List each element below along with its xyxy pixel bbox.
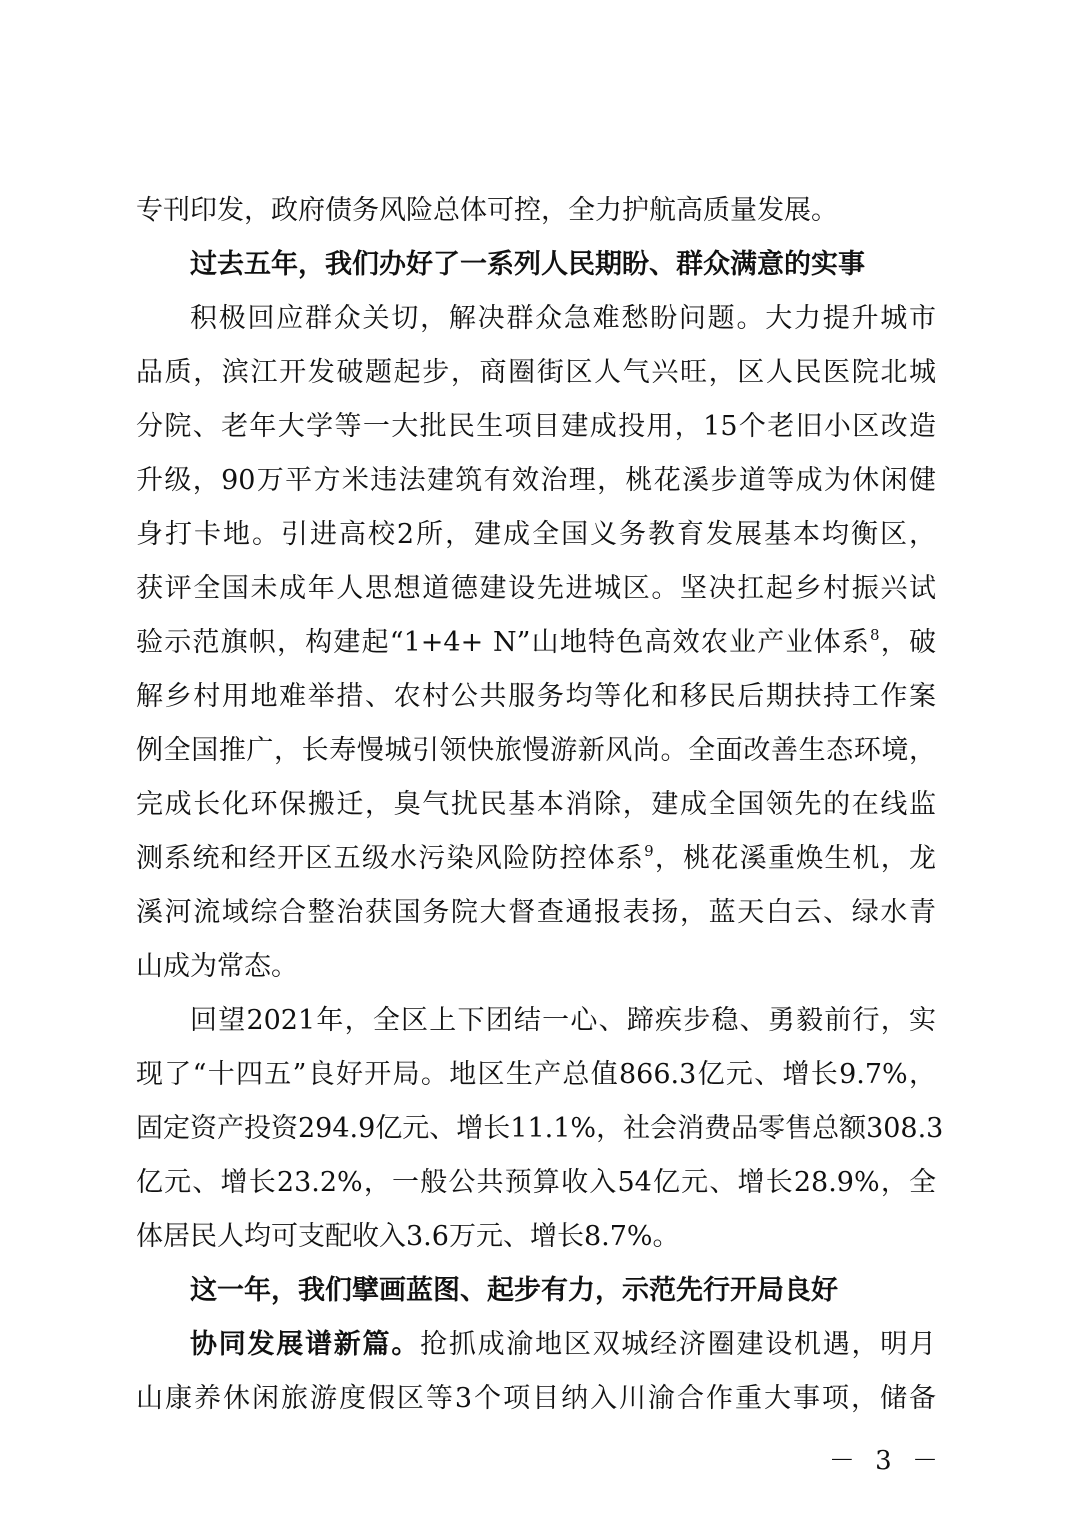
text-line: 积极回应群众关切，解决群众急难愁盼问题。大力提升城市 bbox=[190, 303, 936, 334]
body-text bbox=[136, 184, 944, 1426]
text-line: 获评全国未成年人思想道德建设先进城区。坚决扛起乡村振兴试 bbox=[136, 573, 936, 604]
text-line: 例全国推广，长寿慢城引领快旅慢游新风尚。全面改善生态环境， bbox=[136, 735, 936, 766]
text-line: 专刊印发，政府债务风险总体可控，全力护航高质量发展。 bbox=[136, 195, 838, 226]
text-line: 亿元、增长23.2%，一般公共预算收入54亿元、增长28.9%，全 bbox=[136, 1167, 936, 1198]
text-line: 完成长化环保搬迁，臭气扰民基本消除，建成全国领先的在线监 bbox=[136, 789, 936, 820]
text-line: 升级，90万平方米违法建筑有效治理，桃花溪步道等成为休闲健 bbox=[136, 465, 936, 496]
text-line: 溪河流域综合整治获国务院大督查通报表扬，蓝天白云、绿水青 bbox=[136, 897, 936, 928]
text-line bbox=[136, 832, 936, 886]
text-segment: ，破 bbox=[879, 627, 936, 658]
text-line: 回望2021年，全区上下团结一心、蹄疾步稳、勇毅前行，实 bbox=[190, 1005, 936, 1036]
text-line: 分院、老年大学等一大批民生项目建成投用，15个老旧小区改造 bbox=[136, 411, 936, 442]
section-heading: 这一年，我们擘画蓝图、起步有力，示范先行开局良好 bbox=[190, 1275, 838, 1306]
text-segment: ，桃花溪重焕生机，龙 bbox=[653, 843, 937, 874]
text-line: 体居民人均可支配收入3.6万元、增长8.7%。 bbox=[136, 1221, 680, 1252]
text-line: 固定资产投资294.9亿元、增长11.1%，社会消费品零售总额308.3 bbox=[136, 1113, 944, 1144]
text-line: 品质，滨江开发破题起步，商圈街区人气兴旺，区人民医院北城 bbox=[136, 357, 936, 388]
text-line: 山康养休闲旅游度假区等3个项目纳入川渝合作重大事项，储备 bbox=[136, 1383, 936, 1414]
page-number: － 3 － bbox=[828, 1446, 944, 1476]
text-line bbox=[136, 616, 936, 670]
text-line: 现了“十四五”良好开局。地区生产总值866.3亿元、增长9.7%， bbox=[136, 1059, 936, 1090]
footnote-marker: 9 bbox=[644, 842, 654, 860]
text-segment: 测系统和经开区五级水污染风险防控体系 bbox=[136, 843, 645, 874]
text-segment: 抢抓成渝地区双城经济圈建设机遇，明月 bbox=[420, 1329, 937, 1360]
text-line: 身打卡地。引进高校2所，建成全国义务教育发展基本均衡区， bbox=[136, 519, 936, 550]
section-heading: 过去五年，我们办好了一系列人民期盼、群众满意的实事 bbox=[190, 249, 865, 280]
footnote-marker: 8 bbox=[870, 626, 880, 644]
paragraph-lead: 协同发展谱新篇。 bbox=[190, 1329, 421, 1360]
text-line bbox=[136, 1318, 936, 1372]
text-segment: 验示范旗帜，构建起“1+4+ N”山地特色高效农业产业体系 bbox=[136, 627, 871, 658]
text-line: 解乡村用地难举措、农村公共服务均等化和移民后期扶持工作案 bbox=[136, 681, 936, 712]
text-line: 山成为常态。 bbox=[136, 951, 298, 982]
